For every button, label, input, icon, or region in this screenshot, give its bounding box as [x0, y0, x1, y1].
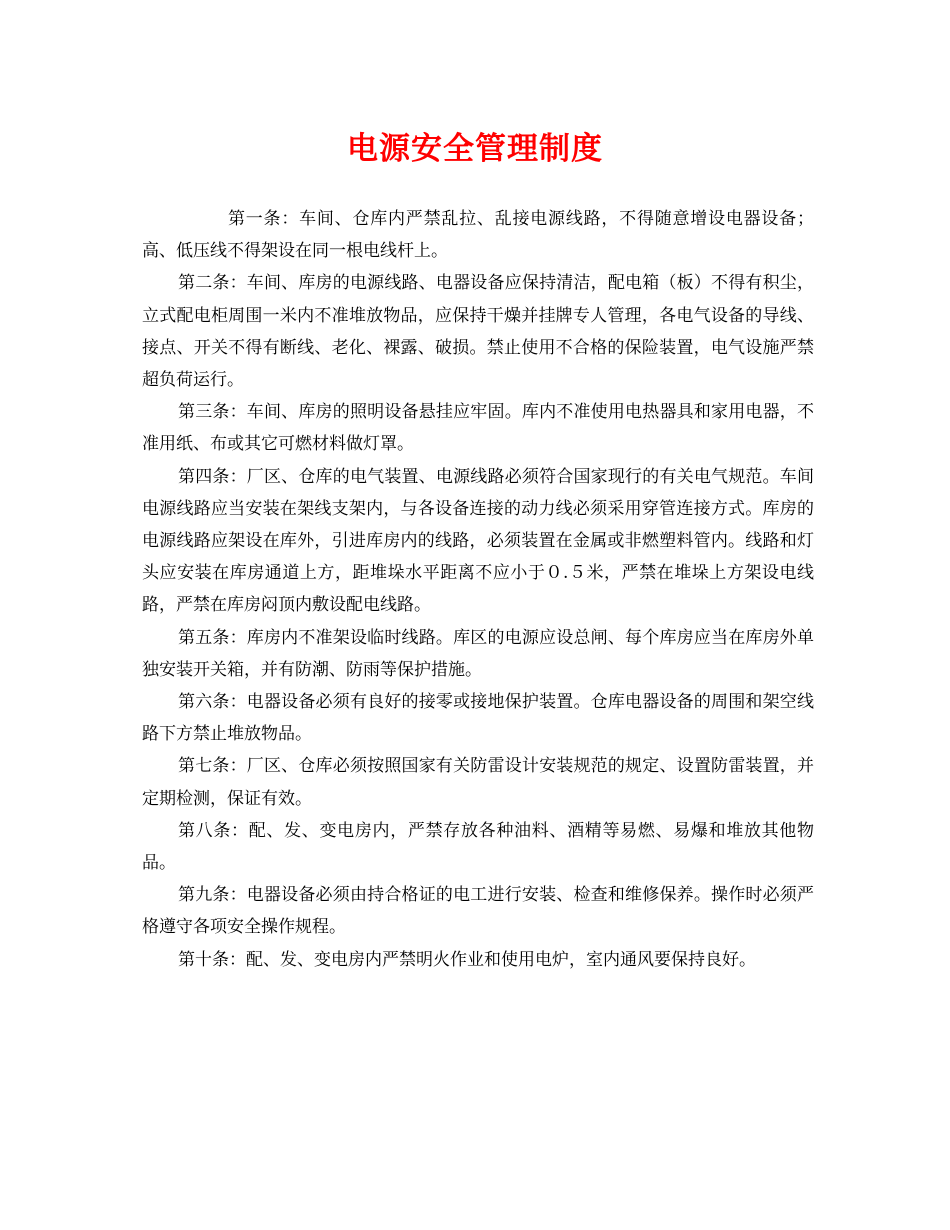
article-4: 第四条：厂区、仓库的电气装置、电源线路必须符合国家现行的有关电气规范。车间电源线路应当安装在架线支架内，与各设备连接的动力线必须采用穿管连接方式。库房的电源线路应架设在库外，引进库房内的线路，必须装置在金属或非燃塑料管内。线路和灯头应安装在库房通道上方，距堆垛水平距离不应小于０.５米，严禁在堆垛上方架设电线路，严禁在库房闷顶内敷设配电线路。 — [142, 466, 814, 616]
article-1: 第一条：车间、仓库内严禁乱拉、乱接电源线路，不得随意增设电器设备；高、低压线不得架设在同一根电线杆上。 — [142, 209, 814, 262]
document-body — [142, 203, 814, 976]
article-5: 第五条：库房内不准架设临时线路。库区的电源应设总闸、每个库房应当在库房外单独安装开关箱，并有防潮、防雨等保护措施。 — [142, 627, 814, 680]
document-title: 电源安全管理制度 — [347, 131, 603, 167]
article-9: 第九条：电器设备必须由持合格证的电工进行安装、检查和维修保养。操作时必须严格遵守各项安全操作规程。 — [142, 885, 814, 938]
article-10: 第十条：配、发、变电房内严禁明火作业和使用电炉，室内通风要保持良好。 — [178, 949, 756, 970]
article-2: 第二条：车间、库房的电源线路、电器设备应保持清洁，配电箱（板）不得有积尘，立式配电柜周围一米内不准堆放物品，应保持干燥并挂牌专人管理，各电气设备的导线、接点、开关不得有断线、老化、裸露、破损。禁止使用不合格的保险装置，电气设施严禁超负荷运行。 — [142, 273, 814, 391]
article-3: 第三条：车间、库房的照明设备悬挂应牢固。库内不准使用电热器具和家用电器，不准用纸、布或其它可燃材料做灯罩。 — [142, 402, 814, 455]
article-8: 第八条：配、发、变电房内，严禁存放各种油料、酒精等易燃、易爆和堆放其他物品。 — [142, 820, 814, 874]
article-6: 第六条：电器设备必须有良好的接零或接地保护装置。仓库电器设备的周围和架空线路下方禁止堆放物品。 — [142, 692, 814, 745]
article-7: 第七条：厂区、仓库必须按照国家有关防雷设计安装规范的规定、设置防雷装置，并定期检测，保证有效。 — [142, 756, 814, 809]
